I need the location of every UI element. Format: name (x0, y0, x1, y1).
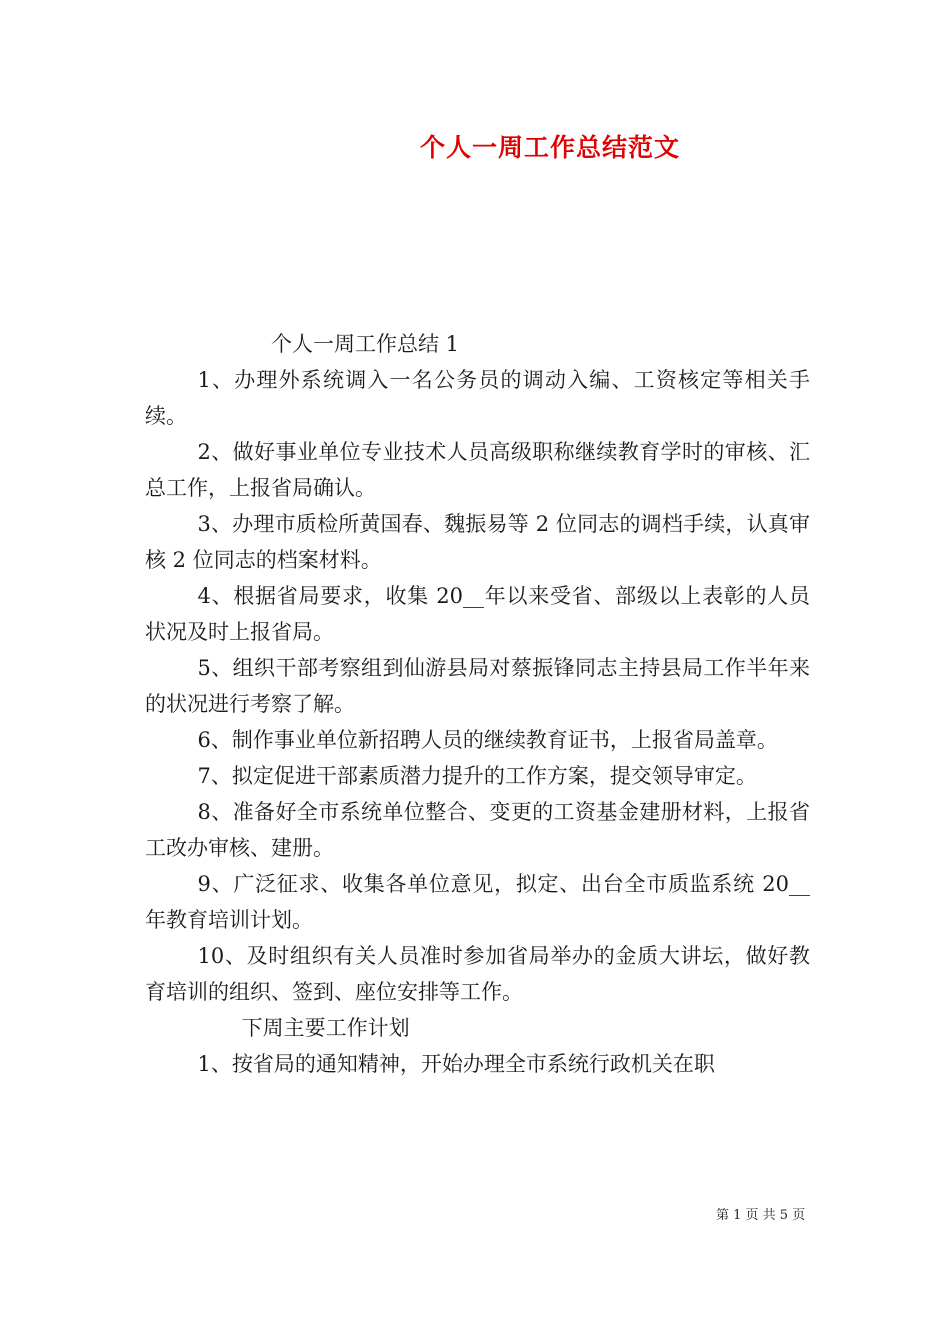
section-subtitle: 个人一周工作总结 1 (271, 332, 460, 356)
plan-item: 1、按省局的通知精神，开始办理全市系统行政机关在职 (197, 1052, 715, 1076)
list-item: 6、制作事业单位新招聘人员的继续教育证书，上报省局盖章。 (197, 728, 778, 752)
list-item: 1、办理外系统调入一名公务员的调动入编、工资核定等相关手续。 (145, 368, 810, 428)
list-item: 9、广泛征求、收集各单位意见，拟定、出台全市质监系统 20__年教育培训计划。 (145, 872, 810, 932)
list-item: 5、组织干部考察组到仙游县局对蔡振锋同志主持县局工作半年来的状况进行考察了解。 (145, 656, 810, 716)
list-item: 4、根据省局要求，收集 20__年以来受省、部级以上表彰的人员状况及时上报省局。 (145, 584, 810, 644)
list-item: 7、拟定促进干部素质潜力提升的工作方案，提交领导审定。 (197, 764, 757, 788)
document-body (145, 326, 810, 1082)
document-title: 个人一周工作总结范文 (419, 133, 680, 162)
list-item: 8、准备好全市系统单位整合、变更的工资基金建册材料，上报省工改办审核、建册。 (145, 800, 810, 860)
plan-heading: 下周主要工作计划 (241, 1016, 410, 1040)
page-number: 第 1 页 共 5 页 (716, 1208, 806, 1223)
list-item: 3、办理市质检所黄国春、魏振易等 2 位同志的调档手续，认真审核 2 位同志的档案材料。 (145, 512, 810, 572)
list-item: 10、及时组织有关人员准时参加省局举办的金质大讲坛，做好教育培训的组织、签到、座位安排等工作。 (145, 944, 810, 1004)
list-item: 2、做好事业单位专业技术人员高级职称继续教育学时的审核、汇总工作，上报省局确认。 (145, 440, 810, 500)
